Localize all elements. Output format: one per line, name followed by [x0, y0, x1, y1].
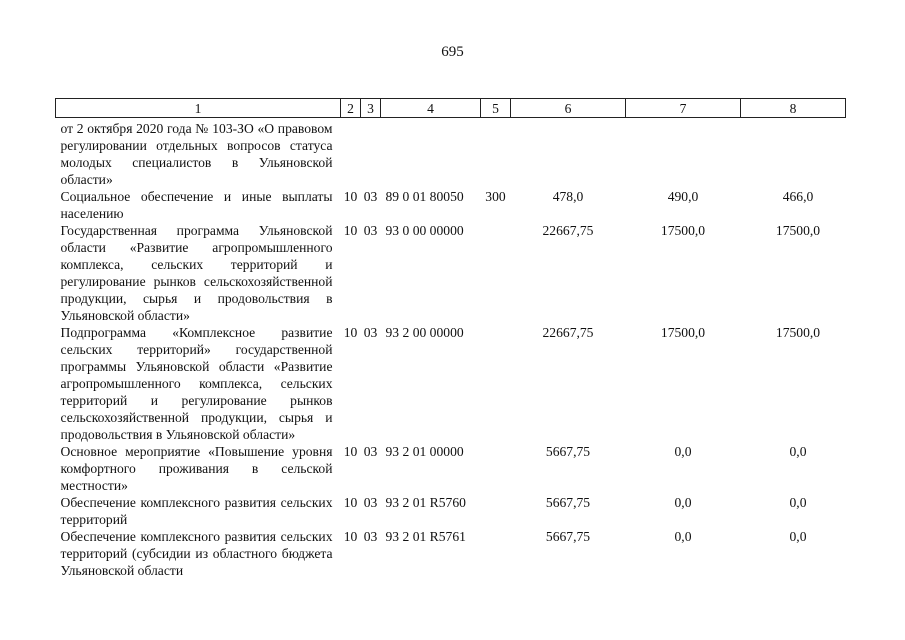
row-amount-col6	[511, 118, 626, 189]
table-row	[56, 118, 846, 189]
row-amount-col8: 17500,0	[775, 223, 821, 238]
row-target-code: 93 2 01 R5761	[385, 529, 466, 544]
row-name: Обеспечение комплексного развития сельских территорий (субсидии из областного бюджета Ульяновской области	[60, 529, 333, 578]
row-section: 10	[343, 495, 358, 510]
row-amount-col8: 466,0	[782, 189, 814, 204]
header-col-7: 7	[626, 99, 741, 118]
row-section: 10	[343, 444, 358, 459]
row-target-code: 93 0 00 00000	[385, 223, 464, 238]
row-subsection	[361, 118, 381, 189]
row-expense-type	[481, 494, 511, 528]
row-amount-col8	[741, 118, 846, 189]
table-row	[56, 188, 846, 222]
row-target-code: 93 2 00 00000	[385, 325, 464, 340]
row-amount-col7: 17500,0	[660, 325, 706, 340]
row-amount-col7: 17500,0	[660, 223, 706, 238]
row-subsection: 03	[363, 189, 378, 204]
table-row	[56, 324, 846, 443]
row-target-code	[381, 118, 481, 189]
row-amount-col7: 0,0	[674, 495, 692, 510]
row-amount-col6: 5667,75	[545, 529, 591, 544]
row-subsection: 03	[363, 223, 378, 238]
row-expense-type	[481, 443, 511, 494]
table-row	[56, 494, 846, 528]
row-name: Социальное обеспечение и иные выплаты населению	[60, 189, 333, 221]
header-col-1: 1	[56, 99, 341, 118]
row-target-code: 93 2 01 00000	[385, 444, 464, 459]
row-section	[341, 118, 361, 189]
header-col-3: 3	[361, 99, 381, 118]
row-amount-col8: 17500,0	[775, 325, 821, 340]
row-expense-type	[481, 222, 511, 324]
row-subsection: 03	[363, 325, 378, 340]
row-amount-col6: 5667,75	[545, 495, 591, 510]
row-section: 10	[343, 189, 358, 204]
row-subsection: 03	[363, 495, 378, 510]
page-number: 695	[441, 44, 464, 60]
row-amount-col7: 0,0	[674, 529, 692, 544]
row-name: Государственная программа Ульяновской области «Развитие агропромышленного комплекса, сельских территорий и регулирование рынков сельскохозяйственной продукции, сырья и продовольствия в Ульяновской области»	[60, 223, 333, 323]
row-name: Обеспечение комплексного развития сельских территорий	[60, 495, 333, 527]
row-expense-type	[481, 118, 511, 189]
table-row	[56, 528, 846, 579]
row-name: Подпрограмма «Комплексное развитие сельских территорий» государственной программы Ульяновской области «Развитие агропромышленного комплекса, сельских территорий и регулирование рынков сельскохозяйственной продукции, сырья и продовольствия в Ульяновской области»	[60, 325, 333, 442]
row-amount-col8: 0,0	[789, 444, 807, 459]
row-section: 10	[343, 223, 358, 238]
row-expense-type	[481, 324, 511, 443]
row-name: от 2 октября 2020 года № 103-ЗО «О правовом регулировании отдельных вопросов статуса молодых специалистов в Ульяновской области»	[60, 121, 333, 187]
table-row	[56, 222, 846, 324]
row-section: 10	[343, 325, 358, 340]
header-col-2: 2	[341, 99, 361, 118]
header-col-8: 8	[741, 99, 846, 118]
row-amount-col7: 490,0	[667, 189, 699, 204]
row-amount-col6: 478,0	[552, 189, 584, 204]
header-col-5: 5	[481, 99, 511, 118]
header-col-4: 4	[381, 99, 481, 118]
row-amount-col6: 5667,75	[545, 444, 591, 459]
row-expense-type	[481, 528, 511, 579]
table-header-row	[56, 99, 846, 118]
row-amount-col7: 0,0	[674, 444, 692, 459]
row-amount-col6: 22667,75	[542, 223, 594, 238]
row-subsection: 03	[363, 444, 378, 459]
header-col-6: 6	[511, 99, 626, 118]
row-target-code: 93 2 01 R5760	[385, 495, 466, 510]
row-subsection: 03	[363, 529, 378, 544]
budget-table	[55, 98, 846, 579]
table-row	[56, 443, 846, 494]
row-amount-col8: 0,0	[789, 529, 807, 544]
row-amount-col8: 0,0	[789, 495, 807, 510]
row-target-code: 89 0 01 80050	[385, 189, 464, 204]
row-expense-type: 300	[485, 189, 506, 204]
row-section: 10	[343, 529, 358, 544]
row-amount-col6: 22667,75	[542, 325, 594, 340]
row-name: Основное мероприятие «Повышение уровня комфортного проживания в сельской местности»	[60, 444, 333, 493]
row-amount-col7	[626, 118, 741, 189]
